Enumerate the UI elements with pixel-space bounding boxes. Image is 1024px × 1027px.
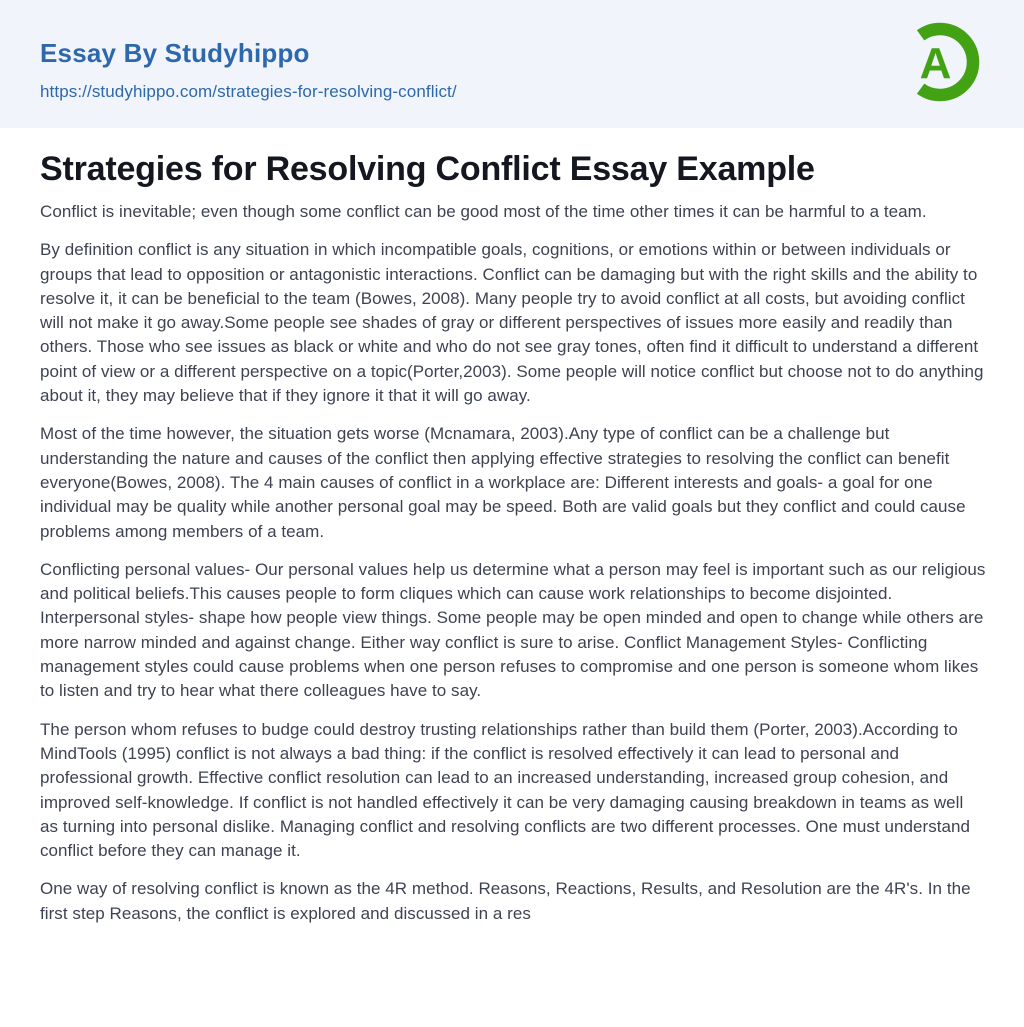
logo-letter: A [919,39,952,88]
essay-paragraph: By definition conflict is any situation in which incompatible goals, cognitions, or emotions within or between individuals or groups that lead to opposition or antagonistic interactions. Conflict can be damaging but with the right skills and the ability to resolve it, it can be beneficial to the team (Bowes, 2008). Many people try to avoid conflict at all costs, but avoiding conflict will not make it go away.Some people see shades of gray or different perspectives of issues more easily and readily than others. Those who see issues as black or white and who do not see gray tones, often find it difficult to understand a different point of view or a different perspective on a topic(Porter,2003). Some people will notice conflict but choose not to do anything about it, they may believe that if they ignore it that it will go away. [40,240,984,406]
essay-article [0,128,1024,926]
essay-paragraph: Conflicting personal values- Our personal values help us determine what a person may feel is important such as our religious and political beliefs.This causes people to form cliques which can cause work relationships to become disjointed. Interpersonal styles- shape how people view things. Some people may be open minded and open to change while others are more narrow minded and against change. Either way conflict is sure to arise. Conflict Management Styles- Conflicting management styles could cause problems when one person refuses to compromise and one person is someone whom likes to listen and try to hear what there colleagues have to say. [40,559,986,701]
source-url-link[interactable]: https://studyhippo.com/strategies-for-resolving-conflict/ [40,82,457,101]
studyhippo-logo [900,22,980,102]
essay-paragraph: Conflict is inevitable; even though some conflict can be good most of the time other times it can be harmful to a team. [40,202,927,221]
brand-title: Essay By Studyhippo [40,38,310,68]
essay-paragraph: One way of resolving conflict is known as the 4R method. Reasons, Reactions, Results, and Resolution are the 4R's. In the first step Reasons, the conflict is explored and discussed in a res [40,879,971,923]
essay-paragraph: The person whom refuses to budge could destroy trusting relationships rather than build them (Porter, 2003).According to MindTools (1995) conflict is not always a bad thing: if the conflict is resolved effectively it can lead to personal and professional growth. Effective conflict resolution can lead to an increased understanding, increased group cohesion, and improved self-knowledge. If conflict is not handled effectively it can be very damaging causing breakdown in teams as well as turning into personal dislike. Managing conflict and resolving conflicts are two different processes. One must understand conflict before they can manage it. [40,719,971,861]
page-header [0,0,1024,128]
essay-paragraph: Most of the time however, the situation gets worse (Mcnamara, 2003).Any type of conflict can be a challenge but understanding the nature and causes of the conflict then applying effective strategies to resolving the conflict can benefit everyone(Bowes, 2008). The 4 main causes of conflict in a workplace are: Different interests and goals- a goal for one individual may be quality while another personal goal may be speed. Both are valid goals but they conflict and could cause problems among members of a team. [40,424,966,541]
essay-title: Strategies for Resolving Conflict Essay Example [40,150,815,188]
logo-arc-icon [900,22,980,102]
